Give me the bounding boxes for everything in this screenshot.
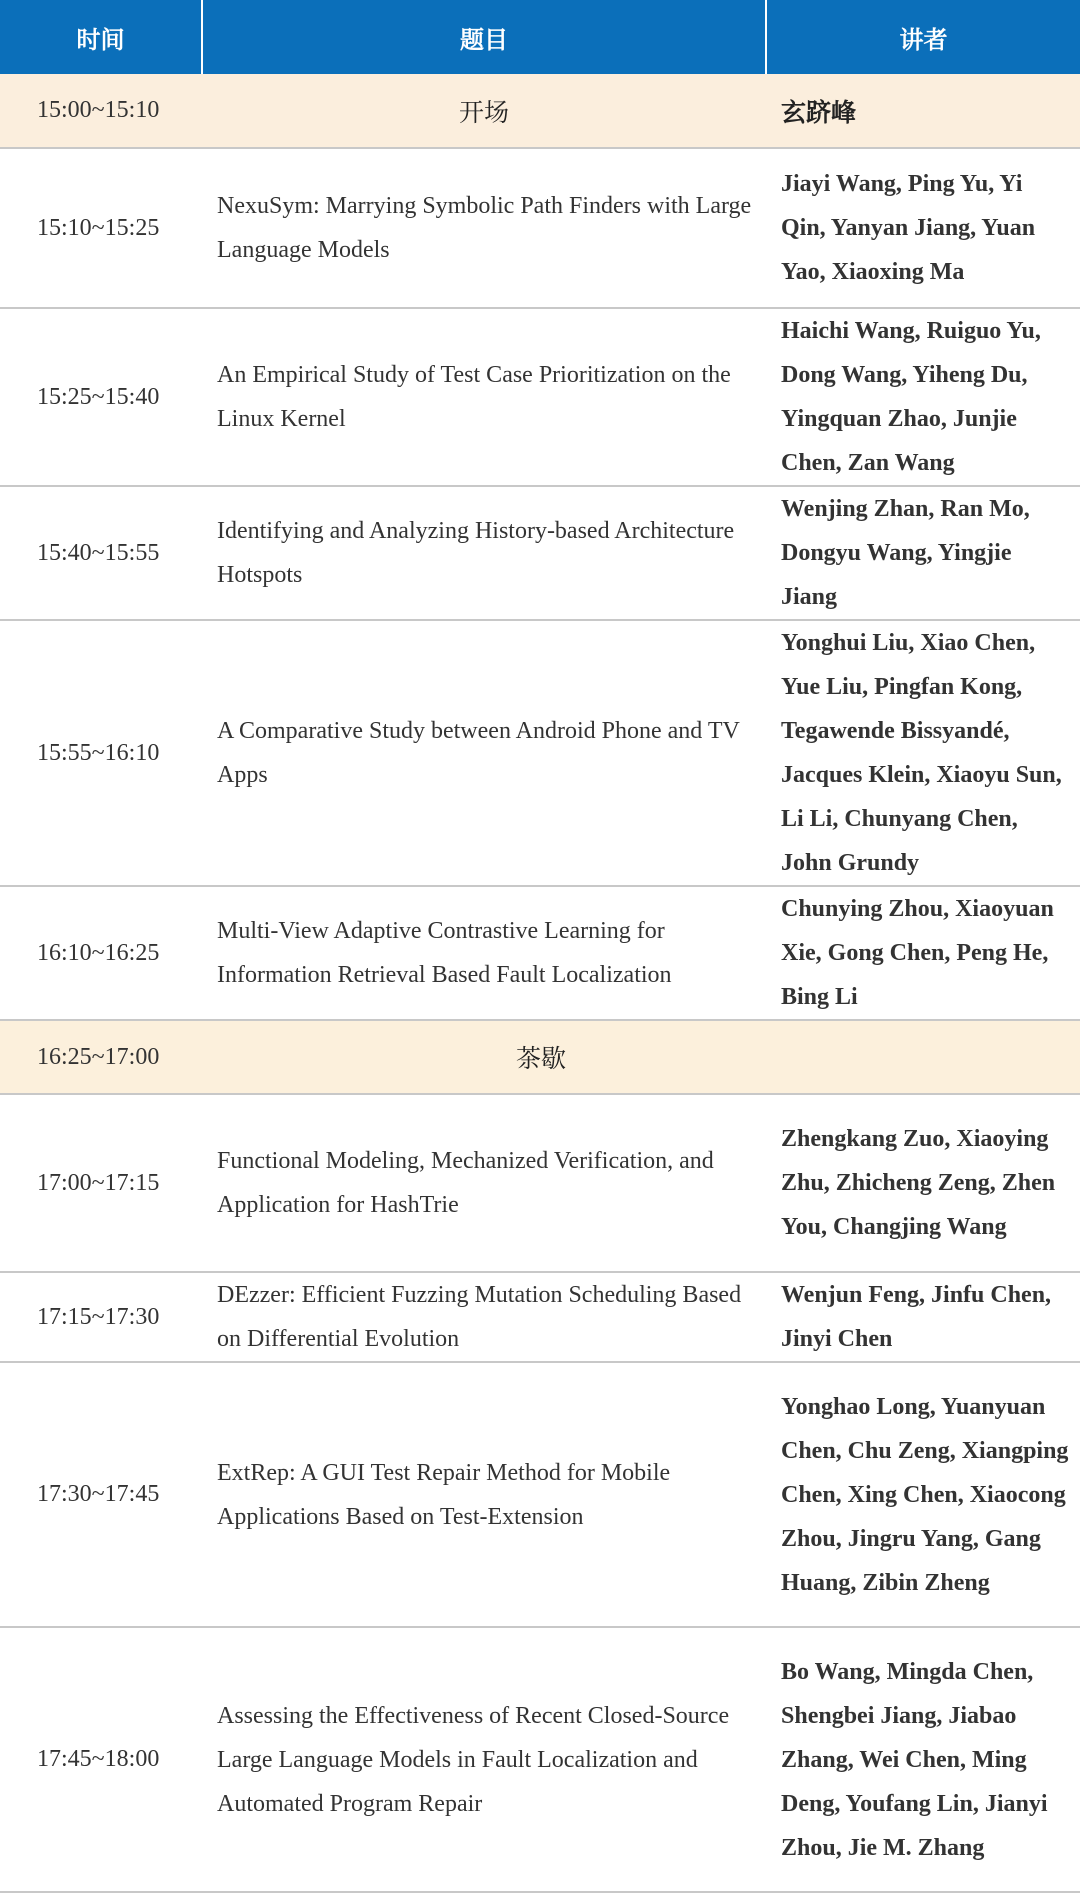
- session-title: DEzzer: Efficient Fuzzing Mutation Scheduling Based on Differential Evolution: [202, 1272, 766, 1362]
- session-speakers: Yonghao Long, Yuanyuan Chen, Chu Zeng, Xiangping Chen, Xing Chen, Xiaocong Zhou, Jingru Yang, Gang Huang, Zibin Zheng: [766, 1362, 1080, 1627]
- session-speakers: Wenjing Zhan, Ran Mo, Dongyu Wang, Yingjie Jiang: [766, 486, 1080, 620]
- session-row: [0, 148, 1080, 308]
- tea-break-time: 16:25~17:00: [0, 1020, 202, 1094]
- session-row: [0, 886, 1080, 1020]
- session-row: [0, 1094, 1080, 1272]
- session-time: 17:30~17:45: [0, 1362, 202, 1627]
- session-speakers: Zhengkang Zuo, Xiaoying Zhu, Zhicheng Zeng, Zhen You, Changjing Wang: [766, 1094, 1080, 1272]
- header-time: 时间: [0, 0, 202, 74]
- tea-break-row: [0, 1020, 1080, 1094]
- session-row: [0, 1627, 1080, 1892]
- session-row: [0, 620, 1080, 886]
- session-time: 16:10~16:25: [0, 886, 202, 1020]
- session-time: 17:15~17:30: [0, 1272, 202, 1362]
- session-title: Identifying and Analyzing History-based Architecture Hotspots: [202, 486, 766, 620]
- session-time: 17:45~18:00: [0, 1627, 202, 1892]
- tea-break-label: 茶歇: [202, 1020, 1080, 1094]
- header-speaker: 讲者: [766, 0, 1080, 74]
- session-title: Assessing the Effectiveness of Recent Closed-Source Large Language Models in Fault Localization and Automated Program Repair: [202, 1627, 766, 1892]
- session-row: [0, 1362, 1080, 1627]
- session-title: ExtRep: A GUI Test Repair Method for Mobile Applications Based on Test-Extension: [202, 1362, 766, 1627]
- session-title: Multi-View Adaptive Contrastive Learning for Information Retrieval Based Fault Localization: [202, 886, 766, 1020]
- session-speakers: Bo Wang, Mingda Chen, Shengbei Jiang, Jiabao Zhang, Wei Chen, Ming Deng, Youfang Lin, Jianyi Zhou, Jie M. Zhang: [766, 1627, 1080, 1892]
- opening-label: 开场: [202, 74, 766, 148]
- session-time: 17:00~17:15: [0, 1094, 202, 1272]
- session-title: A Comparative Study between Android Phone and TV Apps: [202, 620, 766, 886]
- session-speakers: Wenjun Feng, Jinfu Chen, Jinyi Chen: [766, 1272, 1080, 1362]
- header-title: 题目: [202, 0, 766, 74]
- session-speakers: Jiayi Wang, Ping Yu, Yi Qin, Yanyan Jiang, Yuan Yao, Xiaoxing Ma: [766, 148, 1080, 308]
- session-time: 15:40~15:55: [0, 486, 202, 620]
- session-time: 15:10~15:25: [0, 148, 202, 308]
- session-title: NexuSym: Marrying Symbolic Path Finders with Large Language Models: [202, 148, 766, 308]
- opening-time: 15:00~15:10: [0, 74, 202, 148]
- session-title: An Empirical Study of Test Case Prioritization on the Linux Kernel: [202, 308, 766, 486]
- header-row: [0, 0, 1080, 74]
- session-row: [0, 308, 1080, 486]
- session-time: 15:25~15:40: [0, 308, 202, 486]
- opening-host: 玄跻峰: [766, 74, 1080, 148]
- session-row: [0, 486, 1080, 620]
- session-title: Functional Modeling, Mechanized Verification, and Application for HashTrie: [202, 1094, 766, 1272]
- session-speakers: Haichi Wang, Ruiguo Yu, Dong Wang, Yiheng Du, Yingquan Zhao, Junjie Chen, Zan Wang: [766, 308, 1080, 486]
- opening-row: [0, 74, 1080, 148]
- session-row: [0, 1272, 1080, 1362]
- session-speakers: Chunying Zhou, Xiaoyuan Xie, Gong Chen, Peng He, Bing Li: [766, 886, 1080, 1020]
- session-time: 15:55~16:10: [0, 620, 202, 886]
- session-speakers: Yonghui Liu, Xiao Chen, Yue Liu, Pingfan Kong, Tegawende Bissyandé, Jacques Klein, Xiaoyu Sun, Li Li, Chunyang Chen, John Grundy: [766, 620, 1080, 886]
